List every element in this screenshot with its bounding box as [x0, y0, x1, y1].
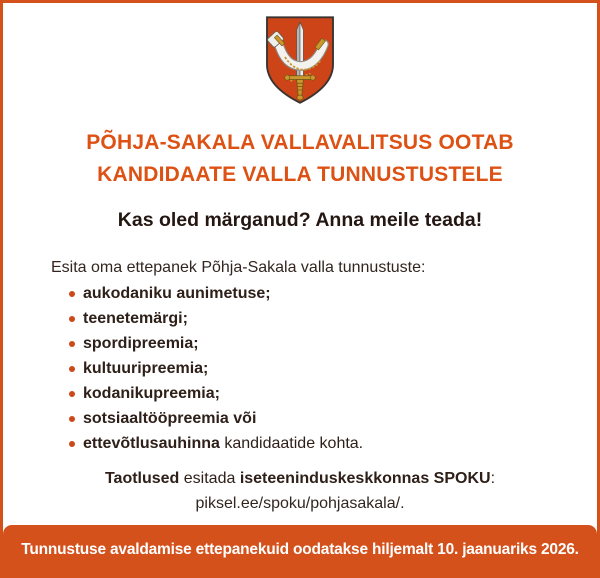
list-item: kodanikupreemia;	[83, 385, 597, 403]
intro-text: Esita oma ettepanek Põhja-Sakala valla tunnustuste:	[51, 259, 426, 276]
deadline-banner	[3, 525, 597, 575]
subtitle: Kas oled märganud? Anna meile teada!	[117, 209, 483, 231]
list-item: ettevõtlusauhinna kandidaatide kohta.	[83, 435, 597, 453]
list-item: sotsiaaltööpreemia või	[83, 410, 597, 428]
apply-bold-2: iseteeninduskeskkonnas SPOKU	[239, 470, 491, 487]
application-instructions	[3, 469, 597, 489]
apply-normal-2: :	[490, 470, 496, 487]
apply-normal-1: esitada	[179, 470, 240, 487]
awards-list	[3, 285, 597, 453]
list-item: aukodaniku aunimetuse;	[83, 285, 597, 303]
list-item: kultuuripreemia;	[83, 360, 597, 378]
title-line-1: PÕHJA-SAKALA VALLAVALITSUS OOTAB	[86, 131, 514, 154]
apply-bold-1: Taotlused	[104, 470, 180, 487]
list-item: spordipreemia;	[83, 335, 597, 353]
title-line-2: KANDIDAATE VALLA TUNNUSTUSTELE	[97, 163, 503, 186]
spoku-url-text: piksel.ee/spoku/pohjasakala/.	[195, 495, 405, 512]
coat-of-arms-icon	[262, 15, 338, 105]
page-title	[31, 127, 569, 191]
deadline-banner-text: Tunnustuse avaldamise ettepanekuid oodatakse hiljemalt 10. jaanuariks 2026.	[21, 541, 579, 558]
list-item: teenetemärgi;	[83, 310, 597, 328]
